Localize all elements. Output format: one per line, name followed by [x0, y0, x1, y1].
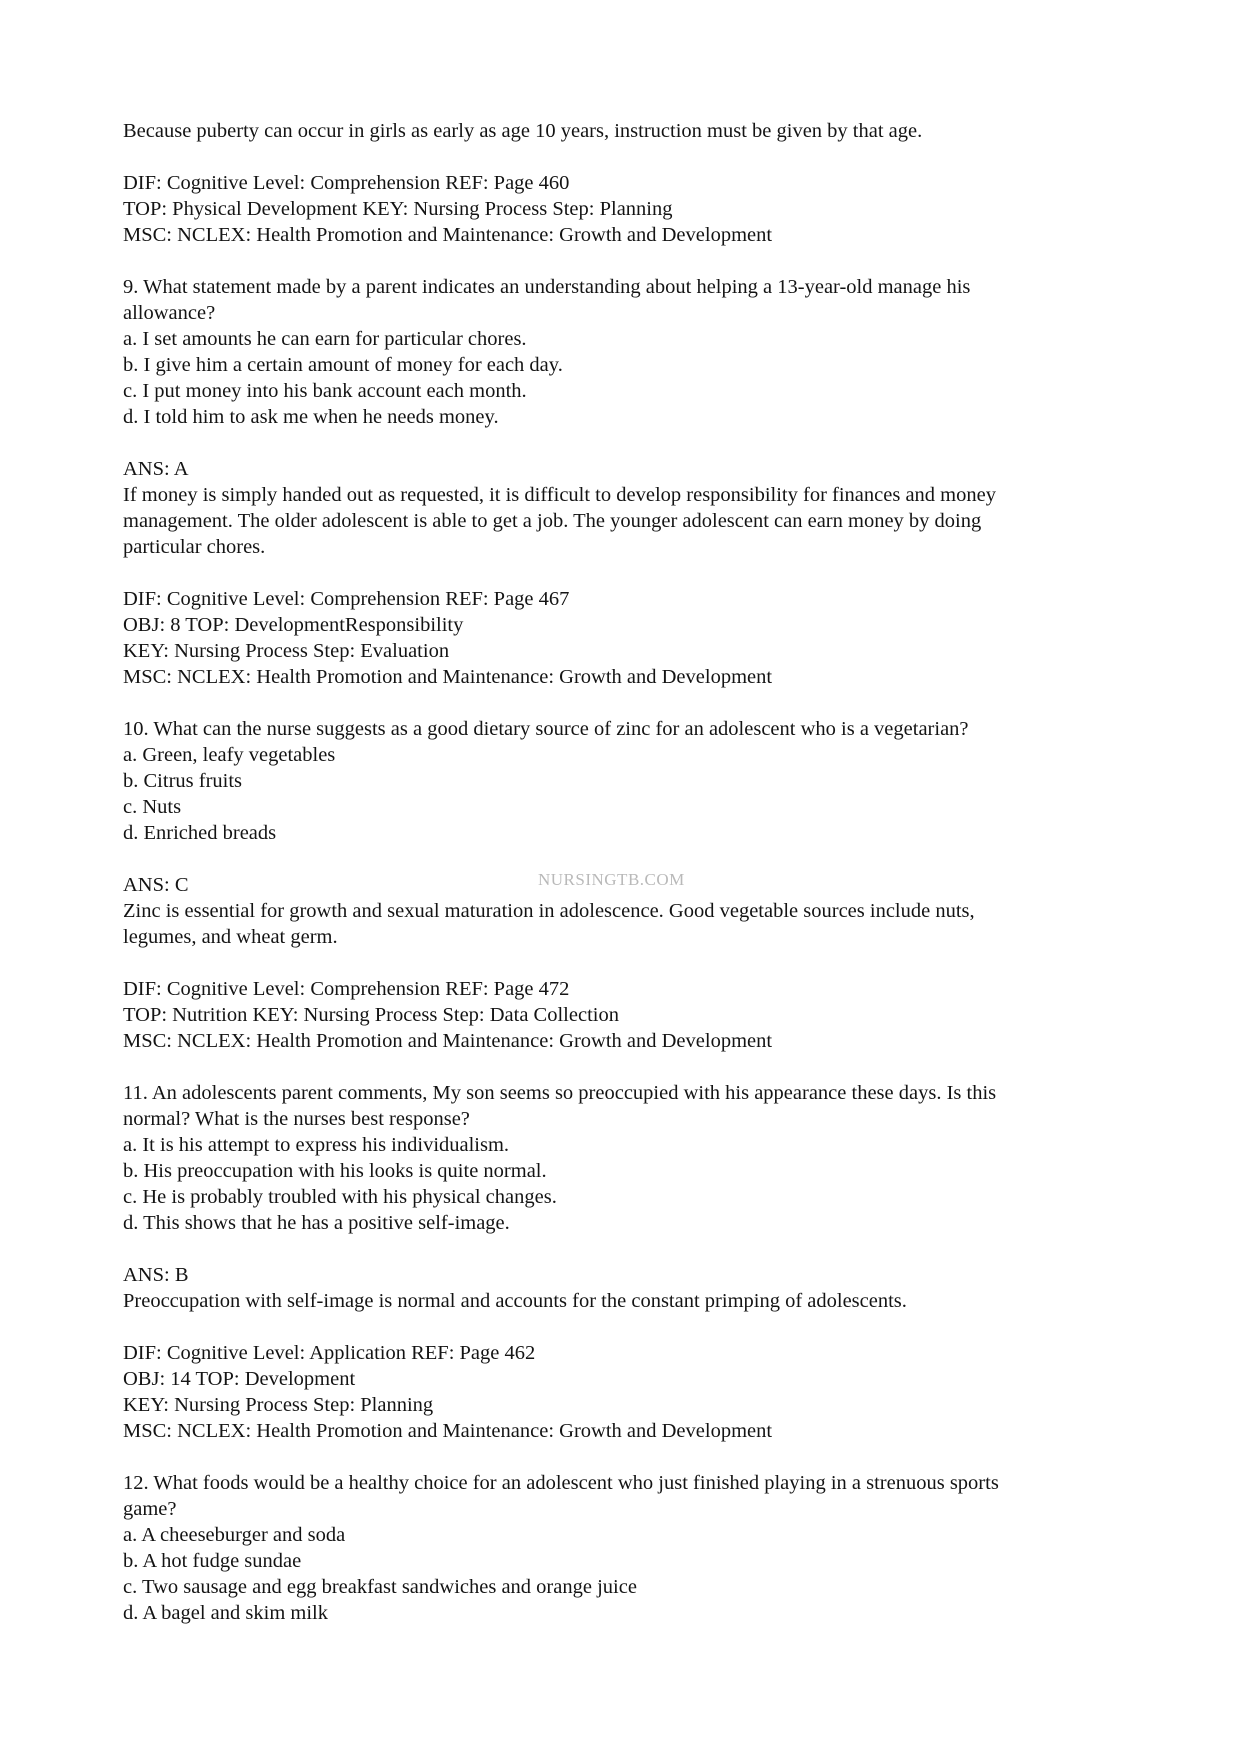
- rationale-line: If money is simply handed out as requested, it is difficult to develop responsibility for finances and money: [123, 484, 996, 506]
- answer-11: [123, 1262, 1123, 1314]
- question-9: [123, 274, 1123, 430]
- watermark-text: NURSINGTB.COM: [538, 870, 685, 889]
- option-c: c. Nuts: [123, 796, 182, 818]
- question-text: 10. What can the nurse suggests as a good dietary source of zinc for an adolescent who is a vegetarian?: [123, 718, 969, 740]
- option-b: b. I give him a certain amount of money for each day.: [123, 354, 563, 376]
- meta-line: DIF: Cognitive Level: Comprehension REF: Page 467: [123, 588, 570, 610]
- rationale-line: Zinc is essential for growth and sexual maturation in adolescence. Good vegetable sources include nuts,: [123, 900, 975, 922]
- meta-line: OBJ: 8 TOP: DevelopmentResponsibility: [123, 614, 464, 636]
- rationale-line: Because puberty can occur in girls as early as age 10 years, instruction must be given by that age.: [123, 120, 923, 142]
- option-b: b. A hot fudge sundae: [123, 1550, 302, 1572]
- meta-11: [123, 1340, 1123, 1444]
- rationale-line: Preoccupation with self-image is normal and accounts for the constant primping of adolescents.: [123, 1290, 907, 1312]
- meta-line: KEY: Nursing Process Step: Evaluation: [123, 640, 450, 662]
- meta-10: [123, 976, 1123, 1054]
- meta-line: DIF: Cognitive Level: Application REF: Page 462: [123, 1342, 536, 1364]
- meta-line: MSC: NCLEX: Health Promotion and Maintenance: Growth and Development: [123, 666, 773, 688]
- option-a: a. A cheeseburger and soda: [123, 1524, 346, 1546]
- option-d: d. I told him to ask me when he needs money.: [123, 406, 499, 428]
- option-a: a. I set amounts he can earn for particular chores.: [123, 328, 527, 350]
- option-c: c. He is probably troubled with his physical changes.: [123, 1186, 557, 1208]
- question-text: 9. What statement made by a parent indicates an understanding about helping a 13-year-old manage his: [123, 276, 971, 298]
- option-c: c. Two sausage and egg breakfast sandwiches and orange juice: [123, 1576, 637, 1598]
- question-10: [123, 716, 1123, 846]
- rationale-line: particular chores.: [123, 536, 266, 558]
- option-a: a. Green, leafy vegetables: [123, 744, 336, 766]
- meta-line: TOP: Physical Development KEY: Nursing Process Step: Planning: [123, 198, 673, 220]
- answer-9: [123, 456, 1123, 560]
- question-text: normal? What is the nurses best response?: [123, 1108, 470, 1130]
- meta-line: MSC: NCLEX: Health Promotion and Maintenance: Growth and Development: [123, 1420, 773, 1442]
- option-b: b. His preoccupation with his looks is quite normal.: [123, 1160, 547, 1182]
- question-text: 12. What foods would be a healthy choice for an adolescent who just finished playing in a strenuous sports: [123, 1472, 999, 1494]
- meta-line: OBJ: 14 TOP: Development: [123, 1368, 356, 1390]
- meta-line: DIF: Cognitive Level: Comprehension REF: Page 472: [123, 978, 570, 1000]
- question-text: game?: [123, 1498, 177, 1520]
- option-c: c. I put money into his bank account each month.: [123, 380, 527, 402]
- answer-label: ANS: A: [123, 458, 189, 480]
- option-b: b. Citrus fruits: [123, 770, 243, 792]
- question-12: [123, 1470, 1123, 1626]
- question-text: allowance?: [123, 302, 216, 324]
- meta-line: DIF: Cognitive Level: Comprehension REF: Page 460: [123, 172, 570, 194]
- answer-label: ANS: C: [123, 874, 189, 896]
- question-11: [123, 1080, 1123, 1236]
- rationale-line: legumes, and wheat germ.: [123, 926, 338, 948]
- meta-9: [123, 586, 1123, 690]
- rationale-line: management. The older adolescent is able to get a job. The younger adolescent can earn money by doing: [123, 510, 982, 532]
- meta-line: MSC: NCLEX: Health Promotion and Maintenance: Growth and Development: [123, 1030, 773, 1052]
- meta-line: KEY: Nursing Process Step: Planning: [123, 1394, 434, 1416]
- option-d: d. Enriched breads: [123, 822, 277, 844]
- answer-label: ANS: B: [123, 1264, 189, 1286]
- intro-meta: [123, 170, 1123, 248]
- option-d: d. This shows that he has a positive self-image.: [123, 1212, 510, 1234]
- intro-rationale: [123, 118, 1123, 144]
- option-a: a. It is his attempt to express his individualism.: [123, 1134, 510, 1156]
- meta-line: MSC: NCLEX: Health Promotion and Maintenance: Growth and Development: [123, 224, 773, 246]
- meta-line: TOP: Nutrition KEY: Nursing Process Step: Data Collection: [123, 1004, 619, 1026]
- option-d: d. A bagel and skim milk: [123, 1602, 328, 1624]
- question-text: 11. An adolescents parent comments, My son seems so preoccupied with his appearance these days. Is this: [123, 1082, 997, 1104]
